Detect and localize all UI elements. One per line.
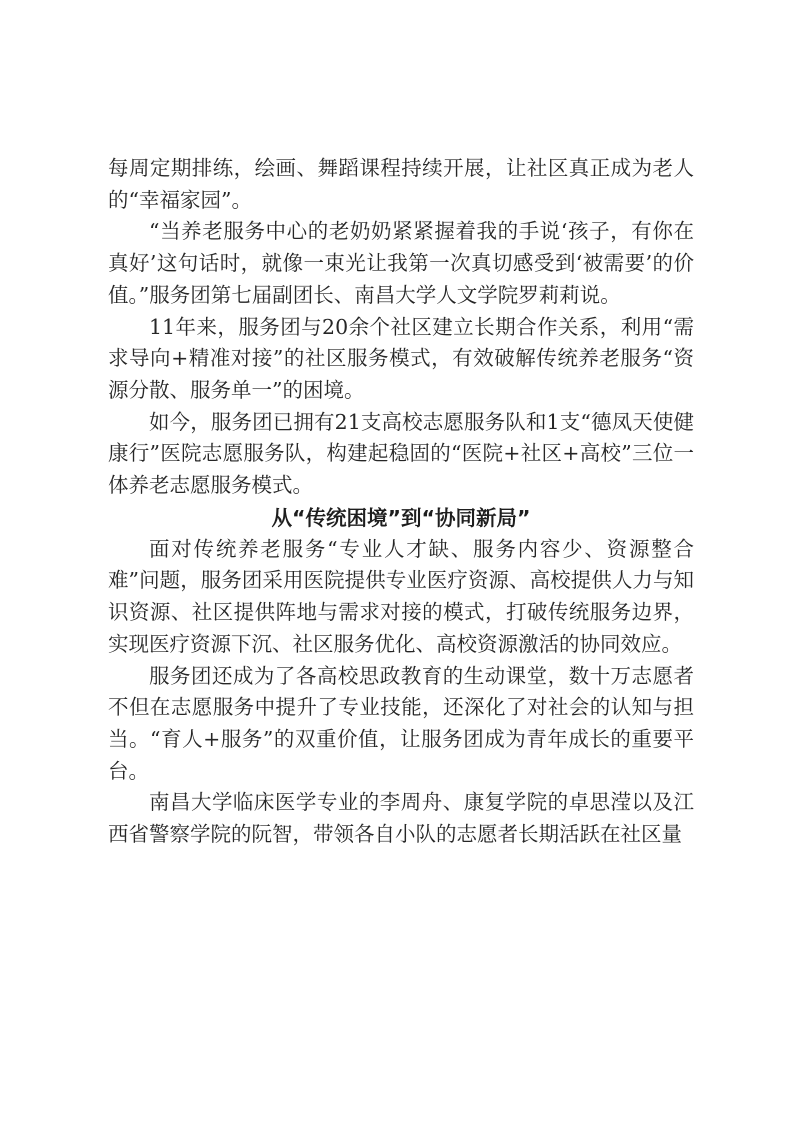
document-page [108, 153, 694, 851]
paragraph-volunteers: 南昌大学临床医学专业的李周舟、康复学院的卓思滢以及江西省警察学院的阮智，带领各自小队的志愿者长期活跃在社区量 [108, 790, 694, 847]
paragraph-education: 服务团还成为了各高校思政教育的生动课堂，数十万志愿者不但在志愿服务中提升了专业技能，还深化了对社会的认知与担当。“育人+服务”的双重价值，让服务团成为青年成长的重要平台。 [108, 663, 694, 783]
paragraph-continuation: 每周定期排练，绘画、舞蹈课程持续开展，让社区真正成为老人的“幸福家园”。 [108, 156, 694, 212]
paragraph-service-teams: 如今，服务团已拥有21支高校志愿服务队和1支“德凤天使健康行”医院志愿服务队，构建起稳固的“医院+社区+高校”三位一体养老志愿服务模式。 [108, 409, 694, 498]
section-heading: 从“传统困境”到“协同新局” [271, 505, 531, 530]
paragraph-cooperation: 11年来，服务团与20余个社区建立长期合作关系，利用“需求导向+精准对接”的社区服务模式，有效破解传统养老服务“资源分散、服务单一”的困境。 [108, 314, 694, 402]
paragraph-quote: “当养老服务中心的老奶奶紧紧握着我的手说‘孩子，有你在真好’这句话时，就像一束光让我第一次真切感受到‘被需要’的价值。”服务团第七届副团长、南昌大学人文学院罗莉莉说。 [108, 219, 694, 307]
paragraph-model: 面对传统养老服务“专业人才缺、服务内容少、资源整合难”问题，服务团采用医院提供专业医疗资源、高校提供人力与知识资源、社区提供阵地与需求对接的模式，打破传统服务边界，实现医疗资源下沉、社区服务优化、高校资源激活的协同效应。 [108, 536, 694, 656]
